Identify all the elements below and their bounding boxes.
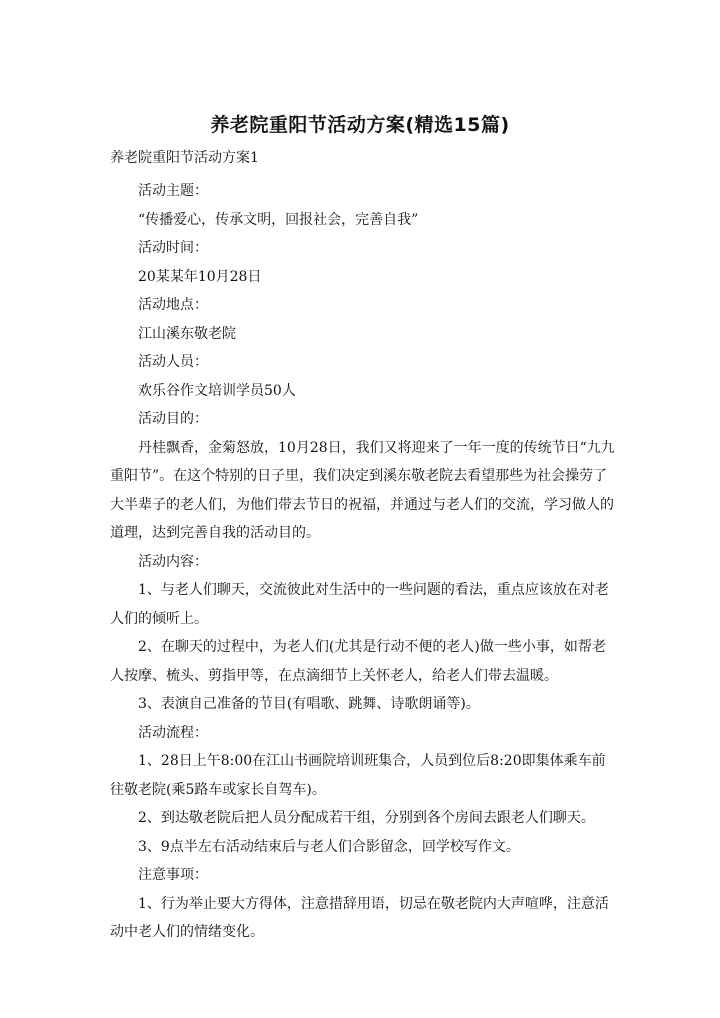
paragraph: 2、在聊天的过程中，为老人们(尤其是行动不便的老人)做一些小事，如帮老人按摩、梳头、剪指甲等，在点滴细节上关怀老人，给老人们带去温暖。	[110, 639, 606, 684]
paragraph: 活动流程：	[138, 724, 208, 741]
paragraph: 活动地点：	[138, 297, 208, 313]
paragraph: 注意事项：	[138, 867, 208, 883]
paragraph: 丹桂飘香，金菊怒放，10月28日，我们又将迎来了一年一度的传统节日“九九重阳节”。在这个特别的日子里，我们决定到溪东敬老院去看望那些为社会操劳了大半辈子的老人们，为他们带去节日的祝福，并通过与老人们的交流，学习做人的道理，达到完善自我的活动目的。	[110, 439, 615, 541]
paragraph: 1、与老人们聊天，交流彼此对生活中的一些问题的看法，重点应该放在对老人们的倾听上。	[110, 582, 609, 627]
section-heading: 养老院重阳节活动方案1	[110, 150, 259, 166]
paragraph: 1、28日上午8:00在江山书画院培训班集合，人员到位后8:20即集体乘车前往敬老院(乘5路车或家长自驾车)。	[110, 753, 606, 798]
paragraph: 活动时间：	[138, 240, 208, 256]
paragraph: 活动内容：	[138, 553, 208, 570]
paragraph: 欢乐谷作文培训学员50人	[138, 382, 296, 399]
paragraph: 活动人员：	[138, 354, 208, 370]
paragraph: 2、到达敬老院后把人员分配成若干组，分别到各个房间去跟老人们聊天。	[138, 810, 595, 826]
paragraph: 活动目的：	[138, 411, 208, 427]
paragraph: 3、9点半左右活动结束后与老人们合影留念，回学校写作文。	[138, 838, 520, 855]
paragraph: 3、表演自己准备的节目(有唱歌、跳舞、诗歌朗诵等)。	[138, 696, 480, 712]
paragraph: 活动主题：	[138, 183, 208, 199]
paragraph: 1、行为举止要大方得体，注意措辞用语，切忌在敬老院内大声喧哗，注意活动中老人们的情绪变化。	[110, 895, 609, 940]
document-body	[110, 177, 615, 947]
paragraph: 20某某年10月28日	[138, 268, 262, 285]
paragraph: “传播爱心，传承文明，回报社会，完善自我”	[138, 211, 419, 228]
document-title: 养老院重阳节活动方案(精选15篇)	[210, 114, 510, 136]
paragraph: 江山溪东敬老院	[138, 325, 236, 342]
